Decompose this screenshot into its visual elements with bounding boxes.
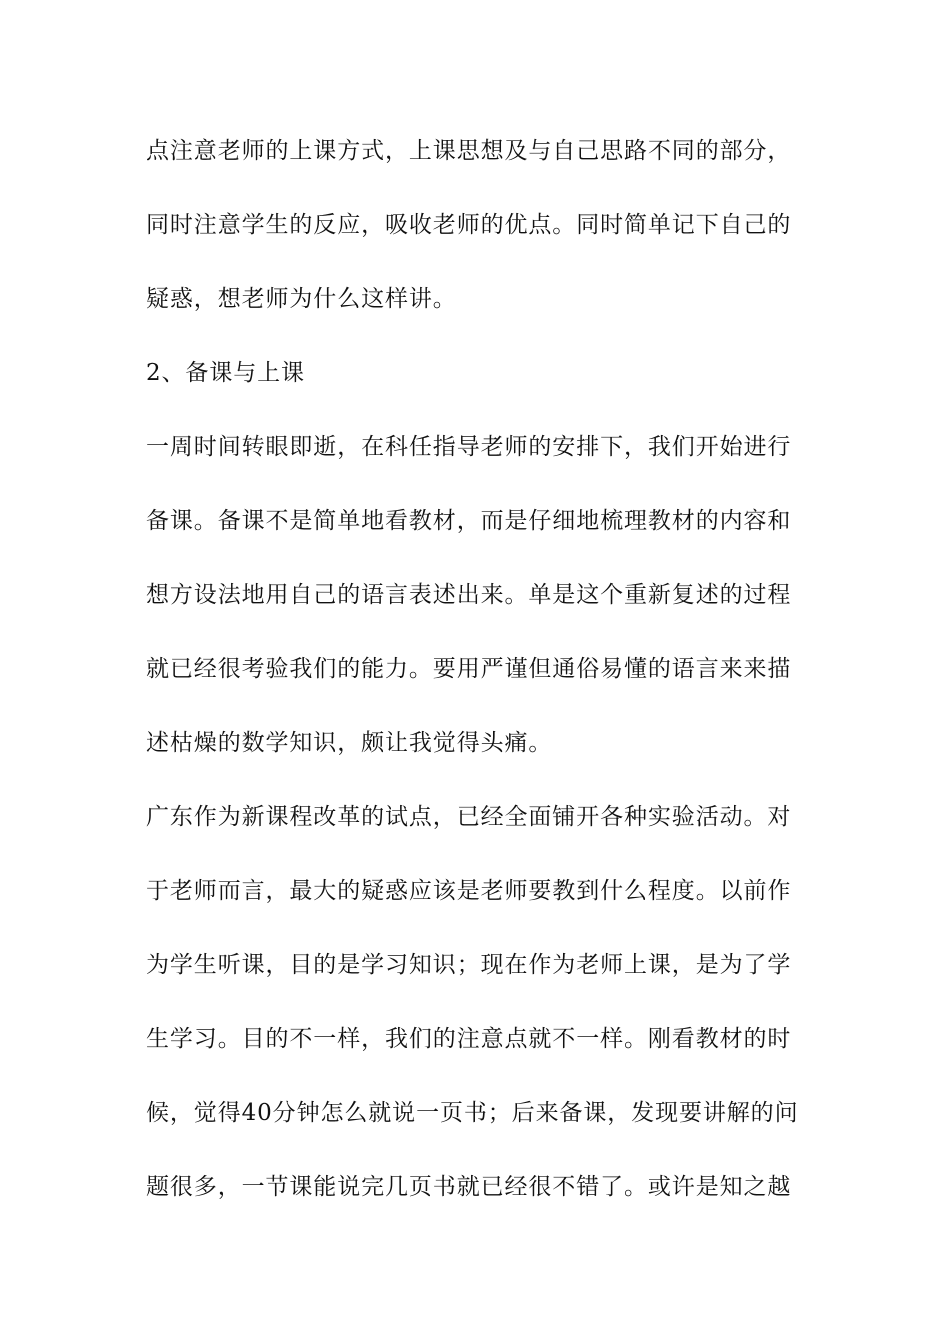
text-line-6: 备课。备课不是简单地看教材，而是仔细地梳理教材的内容和 (146, 508, 792, 534)
text-line-15: 题很多，一节课能说完几页书就已经很不错了。或许是知之越 (146, 1174, 792, 1200)
text-line-11: 于老师而言，最大的疑惑应该是老师要教到什么程度。以前作 (146, 878, 792, 904)
text-line-14: 候，觉得40分钟怎么就说一页书；后来备课，发现要讲解的问 (146, 1100, 799, 1126)
text-line-2: 同时注意学生的反应，吸收老师的优点。同时简单记下自己的 (146, 212, 792, 238)
section-heading: 2、备课与上课 (146, 360, 305, 386)
text-line-13: 生学习。目的不一样，我们的注意点就不一样。刚看教材的时 (146, 1026, 792, 1052)
text-line-10: 广东作为新课程改革的试点，已经全面铺开各种实验活动。对 (146, 804, 792, 830)
text-line-5: 一周时间转眼即逝，在科任指导老师的安排下，我们开始进行 (146, 434, 792, 460)
text-line-8: 就已经很考验我们的能力。要用严谨但通俗易懂的语言来来描 (146, 656, 792, 682)
text-line-9: 述枯燥的数学知识，颇让我觉得头痛。 (146, 730, 553, 756)
text-line-7: 想方设法地用自己的语言表述出来。单是这个重新复述的过程 (146, 582, 792, 608)
text-line-12: 为学生听课，目的是学习知识；现在作为老师上课，是为了学 (146, 952, 792, 978)
text-line-3: 疑惑，想老师为什么这样讲。 (146, 286, 457, 312)
text-line-1: 点注意老师的上课方式，上课思想及与自己思路不同的部分， (146, 138, 792, 164)
